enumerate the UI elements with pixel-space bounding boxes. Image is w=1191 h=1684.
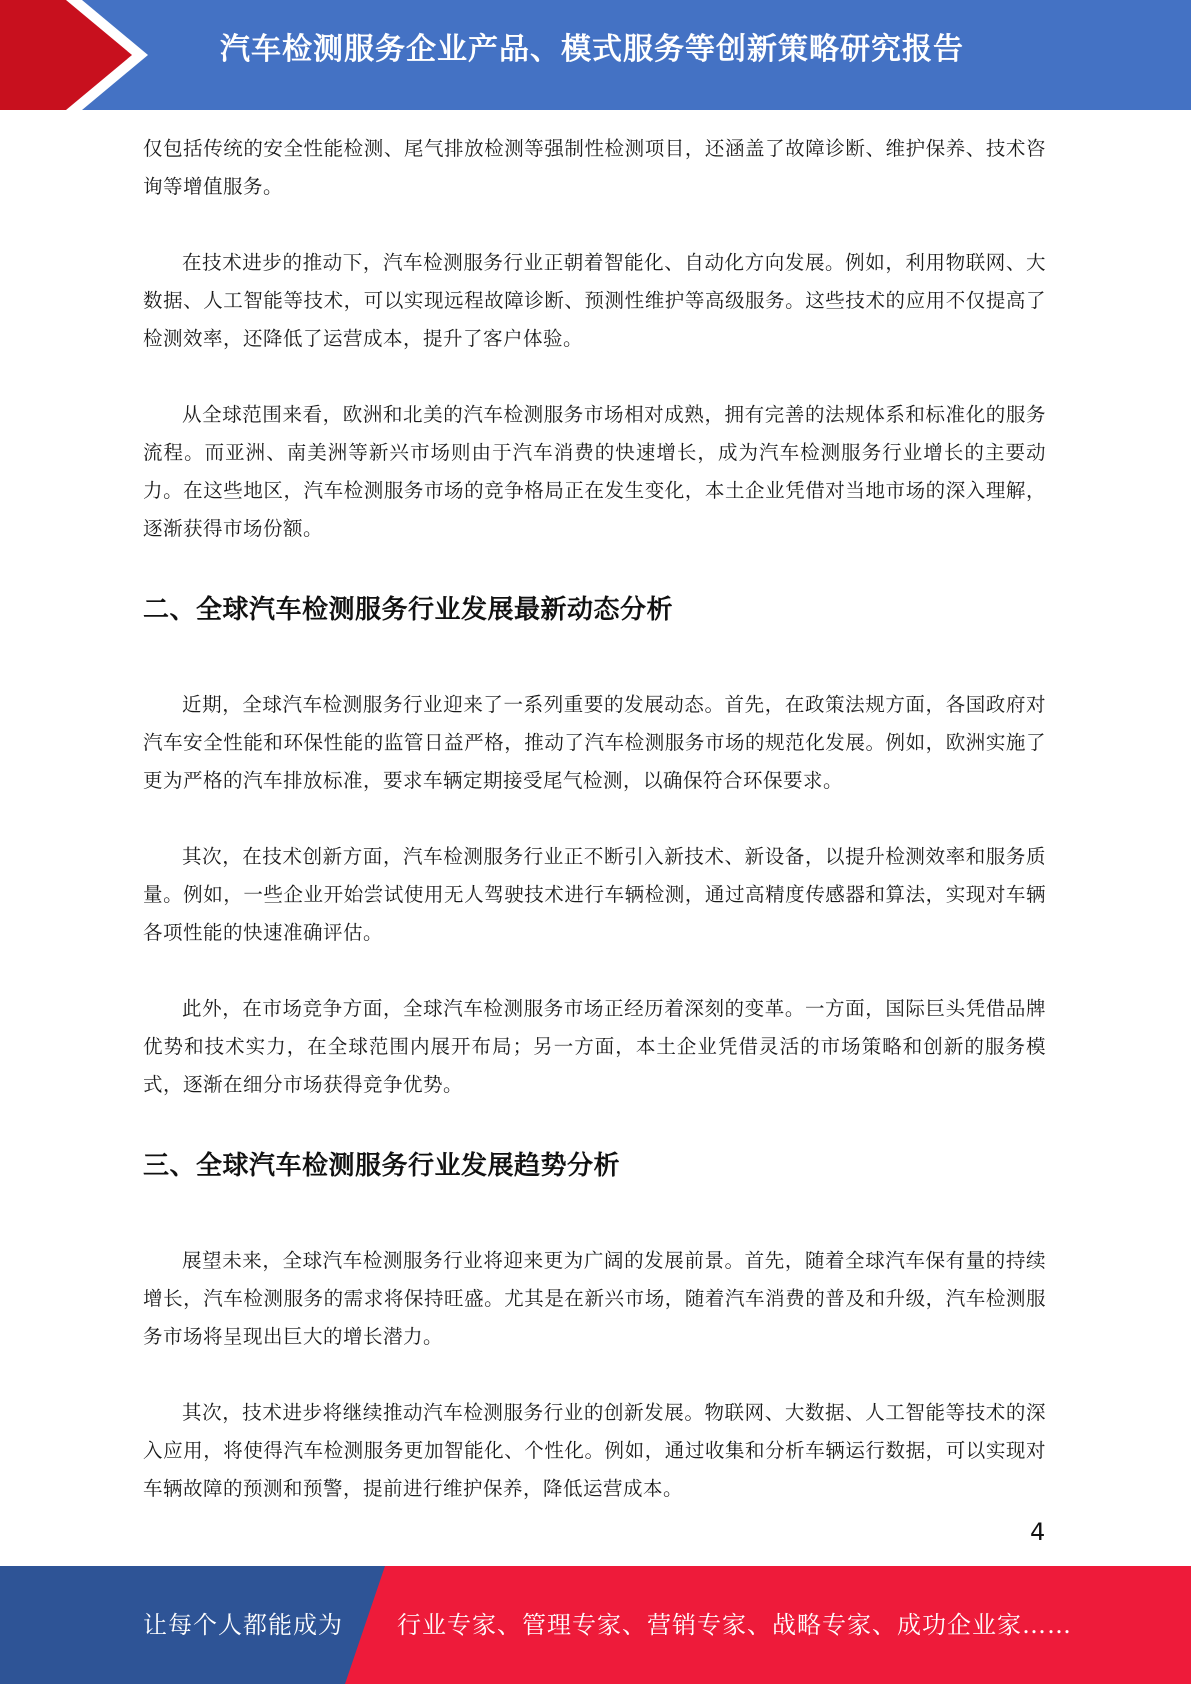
- paragraph-tech-progress: 在技术进步的推动下，汽车检测服务行业正朝着智能化、自动化方向发展。例如，利用物联网、大数据、人工智能等技术，可以实现远程故障诊断、预测性维护等高级服务。这些技术的应用不仅提高了检测效率，还降低了运营成本，提升了客户体验。: [143, 251, 1046, 350]
- paragraph-market-competition: 此外，在市场竞争方面，全球汽车检测服务市场正经历着深刻的变革。一方面，国际巨头凭借品牌优势和技术实力，在全球范围内展开布局；另一方面，本土企业凭借灵活的市场策略和创新的服务模式，逐渐在细分市场获得竞争优势。: [143, 997, 1046, 1096]
- paragraph-global-markets: 从全球范围来看，欧洲和北美的汽车检测服务市场相对成熟，拥有完善的法规体系和标准化的服务流程。而亚洲、南美洲等新兴市场则由于汽车消费的快速增长，成为汽车检测服务行业增长的主要动力。在这些地区，汽车检测服务市场的竞争格局正在发生变化，本土企业凭借对当地市场的深入理解，逐渐获得市场份额。: [143, 403, 1046, 540]
- paragraph-tech-innovation: 其次，在技术创新方面，汽车检测服务行业正不断引入新技术、新设备，以提升检测效率和服务质量。例如，一些企业开始尝试使用无人驾驶技术进行车辆检测，通过高精度传感器和算法，实现对车辆各项性能的快速准确评估。: [143, 845, 1046, 944]
- section-heading-latest-dynamics: 二、全球汽车检测服务行业发展最新动态分析: [143, 595, 674, 625]
- paragraph-continued: 仅包括传统的安全性能检测、尾气排放检测等强制性检测项目，还涵盖了故障诊断、维护保养、技术咨询等增值服务。: [143, 137, 1046, 198]
- report-title: 汽车检测服务企业产品、模式服务等创新策略研究报告: [220, 32, 964, 67]
- document-body: [143, 130, 1046, 1508]
- paragraph-tech-driven-innovation: 其次，技术进步将继续推动汽车检测服务行业的创新发展。物联网、大数据、人工智能等技术的深入应用，将使得汽车检测服务更加智能化、个性化。例如，通过收集和分析车辆运行数据，可以实现对车辆故障的预测和预警，提前进行维护保养，降低运营成本。: [143, 1401, 1046, 1500]
- paragraph-policy-dynamics: 近期，全球汽车检测服务行业迎来了一系列重要的发展动态。首先，在政策法规方面，各国政府对汽车安全性能和环保性能的监管日益严格，推动了汽车检测服务市场的规范化发展。例如，欧洲实施了更为严格的汽车排放标准，要求车辆定期接受尾气检测，以确保符合环保要求。: [143, 693, 1046, 792]
- footer-slogan-right: 行业专家、管理专家、营销专家、战略专家、成功企业家……: [397, 1611, 1072, 1639]
- page-number: 4: [1030, 1518, 1046, 1546]
- paragraph-future-outlook: 展望未来，全球汽车检测服务行业将迎来更为广阔的发展前景。首先，随着全球汽车保有量的持续增长，汽车检测服务的需求将保持旺盛。尤其是在新兴市场，随着汽车消费的普及和升级，汽车检测服务市场将呈现出巨大的增长潜力。: [143, 1249, 1046, 1348]
- report-footer: [0, 1566, 1191, 1684]
- section-heading-trends: 三、全球汽车检测服务行业发展趋势分析: [143, 1151, 621, 1181]
- footer-slogan-left: 让每个人都能成为: [143, 1611, 343, 1639]
- report-header: [0, 0, 1191, 110]
